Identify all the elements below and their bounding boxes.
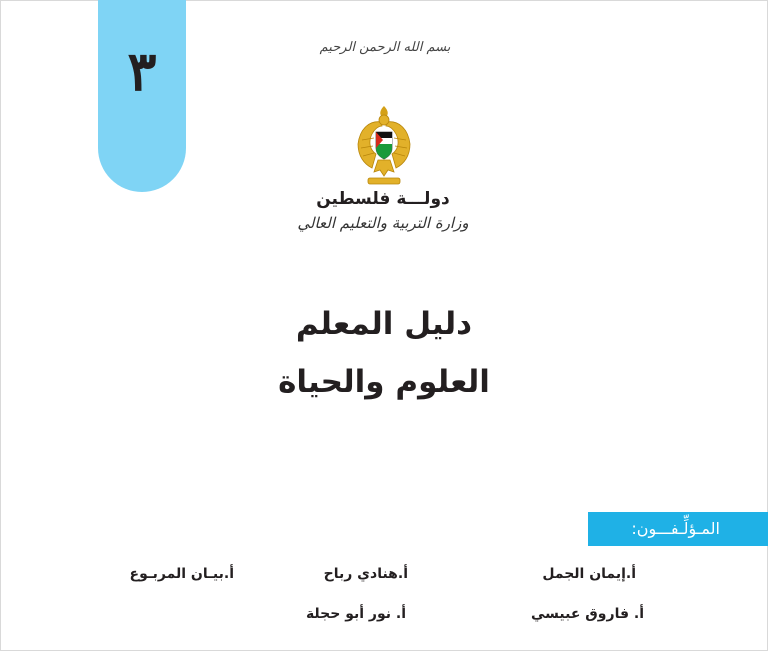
ministry-name: وزارة التربية والتعليم العالي: [297, 214, 469, 232]
basmala-text: بسم الله الرحمن الرحيم: [319, 40, 451, 55]
authors-header: المـؤلِّـفـــون:: [588, 512, 768, 546]
grade-number: ٣: [127, 39, 157, 103]
author-name: أ.بيـان المربـوع: [129, 566, 234, 582]
author-name: أ.إيمان الجمل: [542, 566, 636, 582]
author-name: أ. فاروق عبيسي: [531, 606, 644, 622]
author-name: أ.هنادي رباح: [323, 566, 408, 582]
book-subject: العلوم والحياة: [278, 364, 490, 400]
state-name: دولـــة فلسطين: [316, 189, 450, 209]
palestine-eagle-emblem-icon: [352, 104, 416, 188]
grade-tab: [98, 0, 186, 192]
book-title: دليل المعلم: [295, 306, 473, 342]
author-name: أ. نور أبو حجلة: [305, 606, 406, 622]
